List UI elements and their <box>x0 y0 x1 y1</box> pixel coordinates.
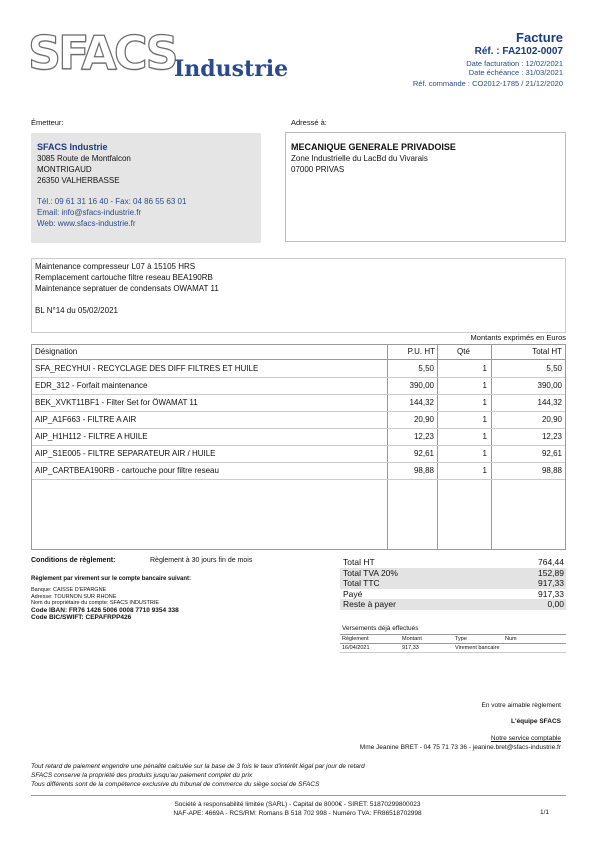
versement-date: 16/04/2021 <box>342 645 370 651</box>
conditions-value: Règlement à 30 jours fin de mois <box>150 557 253 564</box>
cell-pu: 92,61 <box>413 449 434 458</box>
description-box <box>31 258 566 333</box>
total-label: Reste à payer <box>343 599 396 609</box>
cell-pu: 390,00 <box>409 381 434 390</box>
cell-pu: 98,88 <box>413 466 434 475</box>
total-label: Total TVA 20% <box>343 567 398 578</box>
table-row <box>32 411 565 429</box>
bic: Code BIC/SWIFT: CEPAFRPP426 <box>31 614 132 621</box>
emitter-phone: Tél.: 09 61 31 16 40 - Fax: 04 86 55 63 01 <box>37 197 187 206</box>
cell-qty: 1 <box>482 415 487 424</box>
bank-name: Banque: CAISSE D'EPARGNE <box>31 587 107 593</box>
cell-designation: AIP_A1F663 - FILTRE A AIR <box>35 415 137 424</box>
description-line: Maintenance sepratuer de condensats OWAMAT 11 <box>35 284 219 293</box>
closing-team: L'équipe SFACS <box>511 718 561 725</box>
header-qty: Qté <box>457 347 470 356</box>
versements-header-type: Type <box>455 636 467 642</box>
cell-total: 5,50 <box>546 364 562 373</box>
legal-line: SFACS conserve la propriété des produits jusqu'au paiement complet du prix <box>31 772 253 779</box>
total-value: 152,89 <box>538 567 564 578</box>
cell-qty: 1 <box>482 398 487 407</box>
contact-details: Mme Jeanine BRET - 04 75 71 73 36 - jeanine.bret@sfacs-industrie.fr <box>359 744 561 751</box>
cell-total: 390,00 <box>537 381 562 390</box>
items-table <box>31 344 566 550</box>
cell-qty: 1 <box>482 432 487 441</box>
total-row <box>340 578 566 589</box>
closing-greeting: En votre aimable règlement <box>481 702 561 709</box>
total-row <box>340 568 566 579</box>
versements-header-num: Num <box>505 636 517 642</box>
versements-title: Versements déjà effectués <box>342 625 419 632</box>
legal-line: Tous différents sont de la compétence exclusive du tribunal de commerce du siège social de SFACS <box>31 781 320 788</box>
header-total: Total HT <box>532 347 562 356</box>
invoice-ref: Réf. : FA2102-0007 <box>474 46 563 57</box>
cell-designation: BEK_XVKT11BF1 - Filter Set for ÖWAMAT 11 <box>35 398 198 407</box>
delivery-note: BL N°14 du 05/02/2021 <box>35 306 118 315</box>
recipient-line: 07000 PRIVAS <box>291 165 345 174</box>
total-row <box>340 557 566 568</box>
cell-designation: EDR_312 - Forfait maintenance <box>35 381 148 390</box>
divider <box>340 634 566 635</box>
invoice-title: Facture <box>516 30 563 45</box>
emitter-line: 3085 Route de Montfalcon <box>37 154 131 163</box>
virement-title: Règlement par virement sur le compte bancaire suivant: <box>31 576 192 582</box>
legal-line: Tout retard de paiement engendre une pénalité calculée sur la base de 3 fois le taux d'intérêt légal par jour de retard <box>31 763 365 770</box>
legal-notes <box>31 762 365 789</box>
bank-address: Adresse: TOURNON SUR RHONE <box>31 593 117 600</box>
logo-sfacs-text: SFACS <box>28 26 176 80</box>
emitter-web[interactable]: Web: www.sfacs-industrie.fr <box>37 219 136 228</box>
table-row <box>32 462 565 480</box>
cell-designation: AIP_S1E005 - FILTRE SEPARATEUR AIR / HUILE <box>35 449 216 458</box>
cell-designation: SFA_RECYHUI - RECYCLAGE DES DIFF FILTRES ET HUILE <box>35 364 259 373</box>
total-value: 764,44 <box>538 557 564 567</box>
description-line: Remplacement cartouche filtre reseau BEA190RB <box>35 273 213 282</box>
total-label: Total HT <box>343 557 375 567</box>
bank-owner: Nom du propriétaire du compte: SFACS INDUSTRIE <box>31 600 160 606</box>
cell-designation: AIP_CARTBEA190RB - cartouche pour filtre reseau <box>35 466 219 475</box>
total-value: 917,33 <box>538 588 564 599</box>
cell-qty: 1 <box>482 381 487 390</box>
versements-header-reglement: Règlement <box>342 636 369 642</box>
versement-amount: 917,33 <box>402 645 419 651</box>
header-designation: Désignation <box>35 347 78 356</box>
cell-total: 144,32 <box>537 398 562 407</box>
table-row <box>32 360 565 378</box>
cell-total: 98,88 <box>541 466 562 475</box>
cell-pu: 144,32 <box>409 398 434 407</box>
contact-label: Notre service comptable <box>490 735 561 742</box>
total-row <box>340 589 566 600</box>
recipient-name: MECANIQUE GENERALE PRIVADOISE <box>291 142 456 152</box>
versements-header-montant: Montant <box>402 636 422 642</box>
emitter-line: MONTRIGAUD <box>37 165 92 174</box>
emitter-line: 26350 VALHERBASSE <box>37 176 120 185</box>
total-value: 917,33 <box>538 578 564 588</box>
cell-pu: 12,23 <box>413 432 434 441</box>
cell-total: 12,23 <box>541 432 562 441</box>
footer-line: Société à responsabilité limitée (SARL) - Capital de 8000€ - SIRET: 51870299800023 <box>174 801 421 808</box>
emitter-box <box>31 133 261 243</box>
total-value: 0,00 <box>547 599 564 609</box>
emitter-label: Émetteur: <box>31 118 64 127</box>
cell-qty: 1 <box>482 466 487 475</box>
table-header-row <box>32 345 565 360</box>
cell-qty: 1 <box>482 449 487 458</box>
conditions-label: Conditions de règlement: <box>31 557 116 564</box>
recipient-label: Adressé à: <box>291 118 327 127</box>
divider <box>340 652 566 653</box>
invoice-header <box>303 30 563 88</box>
description-line: Maintenance compresseur L07 à 15105 HRS <box>35 262 196 271</box>
footer-divider <box>31 795 566 796</box>
total-label: Payé <box>343 588 363 599</box>
cell-pu: 5,50 <box>418 364 434 373</box>
versement-type: Virement bancaire <box>455 645 500 651</box>
cell-designation: AIP_H1H112 - FILTRE A HUILE <box>35 432 148 441</box>
cell-qty: 1 <box>482 364 487 373</box>
emitter-name: SFACS Industrie <box>37 142 108 152</box>
page-number: 1/1 <box>539 809 549 816</box>
table-row <box>32 445 565 463</box>
company-logo <box>28 26 298 82</box>
iban: Code IBAN: FR76 1426 5006 0008 7710 9354 338 <box>31 606 179 614</box>
cell-pu: 20,90 <box>413 415 434 424</box>
totals-block <box>340 557 566 610</box>
bank-details <box>31 587 271 622</box>
total-row <box>340 599 566 610</box>
table-row <box>32 377 565 395</box>
currency-note: Montants exprimés en Euros <box>470 333 566 342</box>
table-row <box>32 428 565 446</box>
recipient-line: Zone Industrielle du LacBd du Vivarais <box>291 154 428 163</box>
header-pu: P.U. HT <box>407 347 435 356</box>
date-facturation: Date facturation : 12/02/2021 <box>466 59 563 68</box>
date-echeance: Date échéance : 31/03/2021 <box>468 68 563 77</box>
divider <box>340 643 566 644</box>
total-label: Total TTC <box>343 578 380 588</box>
recipient-box <box>285 132 566 242</box>
table-row <box>32 394 565 412</box>
emitter-email[interactable]: Email: info@sfacs-industrie.fr <box>37 208 142 217</box>
logo-industrie-text: Industrie <box>174 56 289 82</box>
footer-line: NAF-APE: 4669A - RCS/RM: Romans B 518 702 998 - Numéro TVA: FR86518702998 <box>173 810 422 817</box>
cell-total: 20,90 <box>541 415 562 424</box>
ref-commande: Réf. commande : CO2012-1785 / 21/12/2020 <box>412 79 563 88</box>
cell-total: 92,61 <box>541 449 562 458</box>
footer <box>0 800 595 818</box>
